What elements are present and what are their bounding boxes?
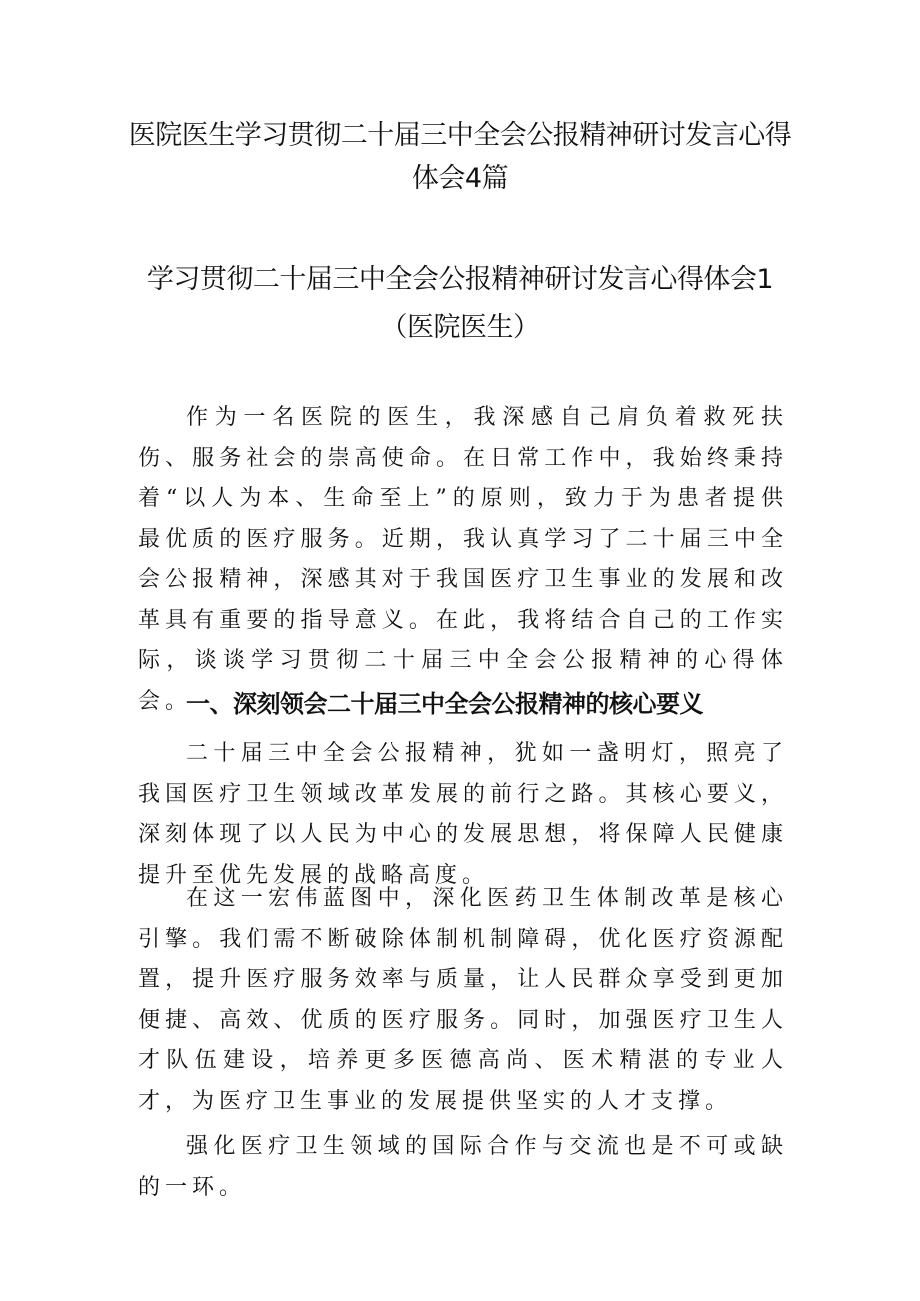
body-paragraph-3: 在这一宏伟蓝图中，深化医药卫生体制改革是核心引擎。我们需不断破除体制机制障碍，优化医疗资源配置，提升医疗服务效率与质量，让人民群众享受到更加便捷、高效、优质的医疗服务。同时，加强医疗卫生人才队伍建设，培养更多医德高尚、医术精湛的专业人才，为医疗卫生事业的发展提供坚实的人才支撑。 bbox=[138, 886, 788, 1114]
body-paragraph-4: 强化医疗卫生领域的国际合作与交流也是不可或缺的一环。 bbox=[138, 1134, 788, 1200]
section-heading-1: 一、深刻领会二十届三中全会公报精神的核心要义 bbox=[186, 690, 703, 718]
article-subtitle-line-1: 学习贯彻二十届三中全会公报精神研讨发言心得体会1 bbox=[146, 264, 774, 295]
intro-paragraph: 作为一名医院的医生，我深感自己肩负着救死扶伤、服务社会的崇高使命。在日常工作中，我始终秉持着“以人为本、生命至上”的原则，致力于为患者提供最优质的医疗服务。近期，我认真学习了二十届三中全会公报精神，深感其对于我国医疗卫生事业的发展和改革具有重要的指导意义。在此，我将结合自己的工作实际，谈谈学习贯彻二十届三中全会公报精神的心得体会。 bbox=[138, 405, 788, 714]
article-subtitle-line-2: （医院医生） bbox=[380, 312, 540, 343]
document-title-line-2: 体会4篇 bbox=[411, 163, 509, 194]
document-title-line-1: 医院医生学习贯彻二十届三中全会公报精神研讨发言心得 bbox=[128, 120, 792, 151]
body-paragraph-2: 二十届三中全会公报精神，犹如一盏明灯，照亮了我国医疗卫生领域改革发展的前行之路。其核心要义，深刻体现了以人民为中心的发展思想，将保障人民健康提升至优先发展的战略高度。 bbox=[138, 741, 788, 888]
